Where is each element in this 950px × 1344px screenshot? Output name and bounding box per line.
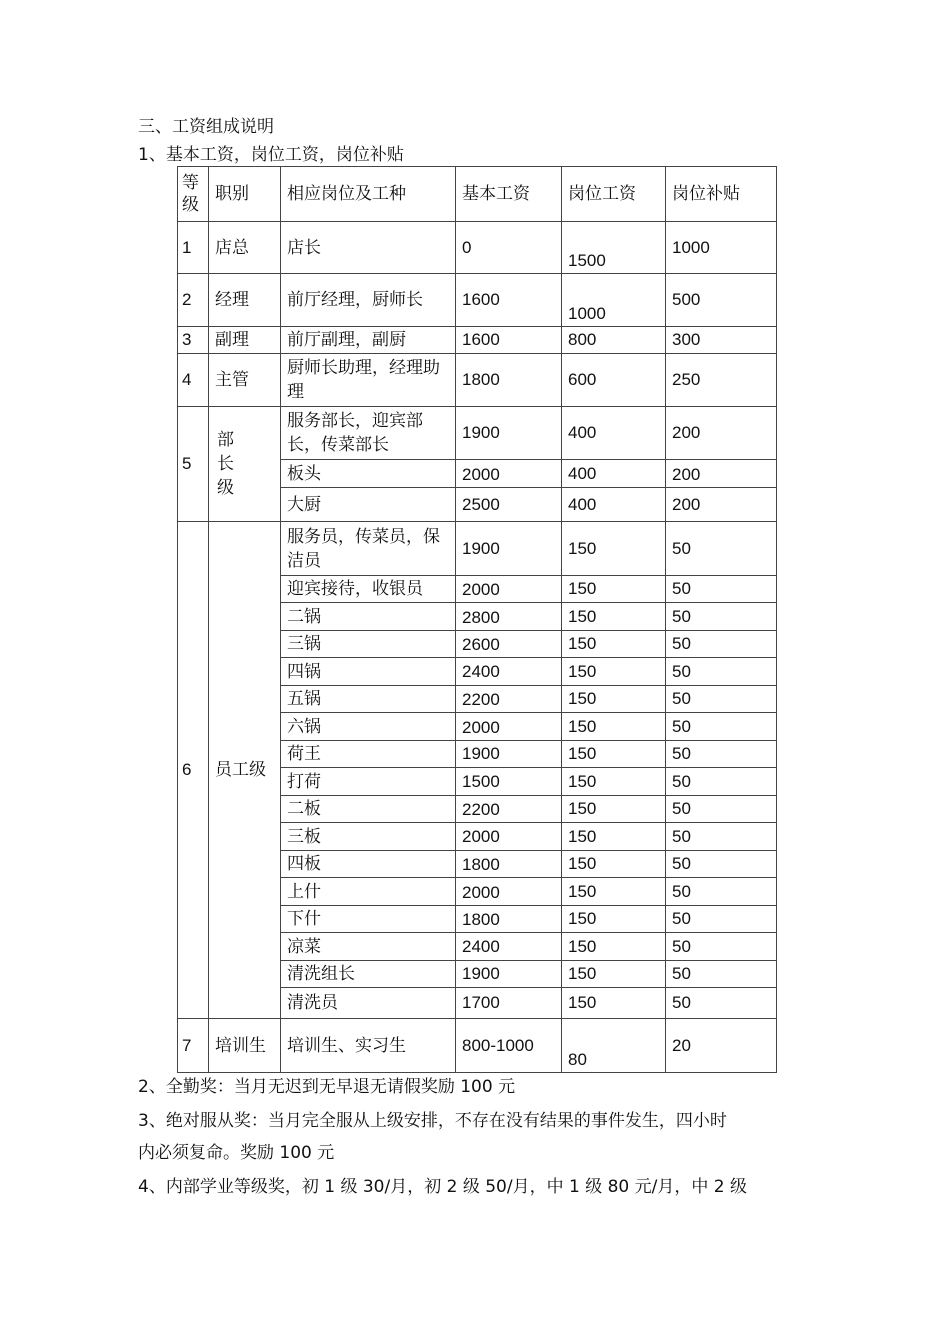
cell-base: 2000 bbox=[456, 823, 562, 851]
cell-allowance: 50 bbox=[666, 933, 777, 961]
cell-post: 荷王 bbox=[281, 741, 456, 768]
table-row bbox=[178, 354, 777, 407]
cell-post: 培训生、实习生 bbox=[281, 1019, 456, 1073]
cell-base: 1600 bbox=[456, 327, 562, 354]
cell-wage: 150 bbox=[562, 988, 666, 1019]
cell-allowance: 50 bbox=[666, 851, 777, 878]
cell-post: 前厅副理，副厨 bbox=[281, 327, 456, 354]
cell-base: 2400 bbox=[456, 658, 562, 686]
header-base: 基本工资 bbox=[456, 167, 562, 222]
cell-post: 上什 bbox=[281, 878, 456, 906]
cell-wage: 150 bbox=[562, 851, 666, 878]
cell-allowance: 50 bbox=[666, 522, 777, 576]
cell-rank: 副理 bbox=[209, 327, 281, 354]
attendance-bonus-paragraph: 2、全勤奖：当月无迟到无早退无请假奖励 100 元 bbox=[138, 1077, 516, 1097]
table-row bbox=[178, 222, 777, 274]
obedience-bonus-paragraph-cont: 内必须复命。奖励 100 元 bbox=[138, 1143, 335, 1163]
cell-base: 2800 bbox=[456, 603, 562, 631]
cell-wage: 150 bbox=[562, 961, 666, 988]
cell-base: 2400 bbox=[456, 933, 562, 961]
cell-post: 五锅 bbox=[281, 686, 456, 713]
cell-post: 三锅 bbox=[281, 631, 456, 658]
cell-post: 下什 bbox=[281, 906, 456, 933]
cell-wage: 150 bbox=[562, 658, 666, 686]
cell-rank: 经理 bbox=[209, 274, 281, 327]
cell-level: 3 bbox=[178, 327, 209, 354]
cell-post: 大厨 bbox=[281, 488, 456, 522]
header-post: 相应岗位及工种 bbox=[281, 167, 456, 222]
cell-post: 打荷 bbox=[281, 768, 456, 796]
header-wage: 岗位工资 bbox=[562, 167, 666, 222]
cell-allowance: 200 bbox=[666, 488, 777, 522]
cell-allowance: 500 bbox=[666, 274, 777, 327]
cell-wage: 400 bbox=[562, 488, 666, 522]
cell-allowance: 50 bbox=[666, 741, 777, 768]
table-row bbox=[178, 327, 777, 354]
cell-level: 2 bbox=[178, 274, 209, 327]
table-row bbox=[178, 522, 777, 576]
cell-base: 2600 bbox=[456, 631, 562, 658]
cell-rank: 主管 bbox=[209, 354, 281, 407]
cell-wage: 1500 bbox=[562, 222, 666, 274]
cell-allowance: 50 bbox=[666, 906, 777, 933]
cell-rank: 店总 bbox=[209, 222, 281, 274]
cell-wage: 1000 bbox=[562, 274, 666, 327]
cell-wage: 80 bbox=[562, 1019, 666, 1073]
cell-wage: 150 bbox=[562, 686, 666, 713]
cell-base: 2500 bbox=[456, 488, 562, 522]
cell-allowance: 20 bbox=[666, 1019, 777, 1073]
cell-post: 店长 bbox=[281, 222, 456, 274]
cell-wage: 150 bbox=[562, 713, 666, 741]
cell-allowance: 50 bbox=[666, 796, 777, 823]
cell-post: 六锅 bbox=[281, 713, 456, 741]
cell-wage: 150 bbox=[562, 522, 666, 576]
cell-allowance: 50 bbox=[666, 713, 777, 741]
salary-table bbox=[177, 166, 777, 1073]
cell-allowance: 1000 bbox=[666, 222, 777, 274]
cell-base: 2000 bbox=[456, 576, 562, 603]
cell-post: 服务部长，迎宾部长，传菜部长 bbox=[281, 407, 456, 460]
cell-rank: 培训生 bbox=[209, 1019, 281, 1073]
cell-post: 厨师长助理，经理助理 bbox=[281, 354, 456, 407]
header-level: 等级 bbox=[178, 167, 209, 222]
cell-base: 2000 bbox=[456, 460, 562, 488]
cell-rank: 员工级 bbox=[209, 522, 281, 1019]
cell-base: 1900 bbox=[456, 522, 562, 576]
cell-rank-text: 部长级 bbox=[217, 430, 234, 498]
cell-level: 7 bbox=[178, 1019, 209, 1073]
cell-base: 1900 bbox=[456, 741, 562, 768]
subsection-title: 1、基本工资，岗位工资，岗位补贴 bbox=[138, 145, 404, 165]
cell-base: 1500 bbox=[456, 768, 562, 796]
cell-post: 二锅 bbox=[281, 603, 456, 631]
cell-allowance: 200 bbox=[666, 407, 777, 460]
cell-post: 四板 bbox=[281, 851, 456, 878]
cell-base: 0 bbox=[456, 222, 562, 274]
cell-level: 5 bbox=[178, 407, 209, 522]
cell-allowance: 50 bbox=[666, 631, 777, 658]
cell-wage: 150 bbox=[562, 741, 666, 768]
cell-allowance: 200 bbox=[666, 460, 777, 488]
cell-level: 4 bbox=[178, 354, 209, 407]
cell-post: 凉菜 bbox=[281, 933, 456, 961]
cell-allowance: 50 bbox=[666, 961, 777, 988]
cell-wage: 150 bbox=[562, 878, 666, 906]
cell-wage: 150 bbox=[562, 796, 666, 823]
cell-wage: 150 bbox=[562, 603, 666, 631]
cell-wage: 150 bbox=[562, 576, 666, 603]
study-level-bonus-paragraph: 4、内部学业等级奖，初 1 级 30/月，初 2 级 50/月，中 1 级 80 元/月，中 2 级 bbox=[138, 1177, 748, 1197]
cell-base: 800-1000 bbox=[456, 1019, 562, 1073]
cell-allowance: 250 bbox=[666, 354, 777, 407]
cell-rank bbox=[209, 407, 281, 522]
cell-post: 清洗组长 bbox=[281, 961, 456, 988]
header-rank: 职别 bbox=[209, 167, 281, 222]
cell-allowance: 50 bbox=[666, 686, 777, 713]
cell-base: 1800 bbox=[456, 906, 562, 933]
cell-wage: 600 bbox=[562, 354, 666, 407]
cell-allowance: 50 bbox=[666, 576, 777, 603]
cell-allowance: 50 bbox=[666, 878, 777, 906]
cell-base: 2200 bbox=[456, 686, 562, 713]
table-row bbox=[178, 407, 777, 460]
cell-base: 2200 bbox=[456, 796, 562, 823]
section-title: 三、工资组成说明 bbox=[138, 117, 274, 137]
cell-wage: 150 bbox=[562, 823, 666, 851]
cell-post: 二板 bbox=[281, 796, 456, 823]
cell-level: 6 bbox=[178, 522, 209, 1019]
table-header-row bbox=[178, 167, 777, 222]
cell-wage: 150 bbox=[562, 933, 666, 961]
cell-post: 清洗员 bbox=[281, 988, 456, 1019]
cell-allowance: 50 bbox=[666, 823, 777, 851]
cell-post: 板头 bbox=[281, 460, 456, 488]
cell-post: 服务员，传菜员，保洁员 bbox=[281, 522, 456, 576]
cell-allowance: 50 bbox=[666, 768, 777, 796]
cell-allowance: 50 bbox=[666, 603, 777, 631]
cell-base: 1900 bbox=[456, 961, 562, 988]
cell-post: 三板 bbox=[281, 823, 456, 851]
obedience-bonus-paragraph: 3、绝对服从奖：当月完全服从上级安排，不存在没有结果的事件发生，四小时 bbox=[138, 1111, 727, 1131]
cell-base: 2000 bbox=[456, 878, 562, 906]
cell-post: 迎宾接待，收银员 bbox=[281, 576, 456, 603]
cell-base: 1700 bbox=[456, 988, 562, 1019]
cell-wage: 150 bbox=[562, 768, 666, 796]
cell-base: 2000 bbox=[456, 713, 562, 741]
table-row bbox=[178, 274, 777, 327]
cell-base: 1900 bbox=[456, 407, 562, 460]
cell-base: 1800 bbox=[456, 851, 562, 878]
cell-wage: 150 bbox=[562, 906, 666, 933]
table-row bbox=[178, 1019, 777, 1073]
cell-post: 四锅 bbox=[281, 658, 456, 686]
cell-wage: 400 bbox=[562, 407, 666, 460]
header-allowance: 岗位补贴 bbox=[666, 167, 777, 222]
cell-allowance: 50 bbox=[666, 658, 777, 686]
cell-level: 1 bbox=[178, 222, 209, 274]
cell-allowance: 300 bbox=[666, 327, 777, 354]
cell-allowance: 50 bbox=[666, 988, 777, 1019]
cell-post: 前厅经理，厨师长 bbox=[281, 274, 456, 327]
cell-wage: 150 bbox=[562, 631, 666, 658]
cell-base: 1800 bbox=[456, 354, 562, 407]
cell-base: 1600 bbox=[456, 274, 562, 327]
cell-wage: 800 bbox=[562, 327, 666, 354]
cell-wage: 400 bbox=[562, 460, 666, 488]
